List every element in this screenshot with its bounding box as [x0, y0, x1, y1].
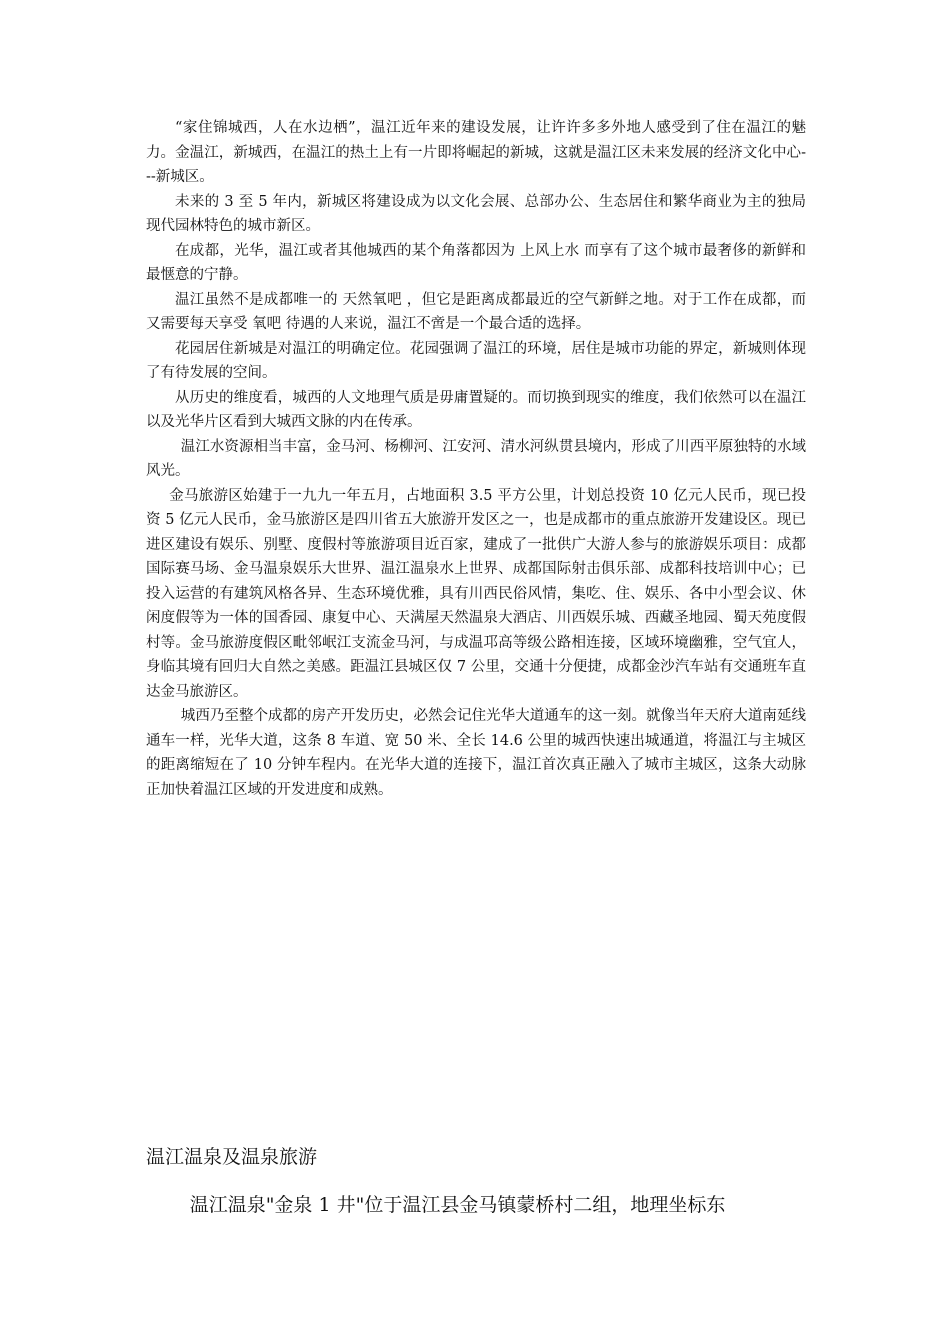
section-heading: 温江温泉及温泉旅游 [146, 1146, 318, 1168]
paragraph-guanghua-avenue: 城西乃至整个成都的房产开发历史，必然会记住光华大道通车的这一刻。就像当年天府大道南延线通车一样，光华大道，这条 8 车道、宽 50 米、全长 14.6 公里的城西快速出城通道，将温江与主城区的距离缩短在了 10 分钟车程内。在光华大道的连接下，温江首次真正融入了城市主城区，这条大动脉正加快着温江区域的开发进度和成熟。 [146, 708, 806, 798]
paragraph-garden-city: 花园居住新城是对温江的明确定位。花园强调了温江的环境，居住是城市功能的界定，新城则体现了有待发展的空间。 [146, 340, 806, 381]
paragraph-water-resources: 温江水资源相当丰富，金马河、杨柳河、江安河、清水河纵贯县境内，形成了川西平原独特的水域风光。 [146, 438, 806, 479]
paragraph-new-district-plan: 未来的 3 至 5 年内，新城区将建设成为以文化会展、总部办公、生态居住和繁华商业为主的独局现代园林特色的城市新区。 [146, 193, 806, 234]
paragraph-oxygen-bar: 温江虽然不是成都唯一的 天然氧吧 ，但它是距离成都最近的空气新鲜之地。对于工作在成都，而又需要每天享受 氧吧 待遇的人来说，温江不啻是一个最合适的选择。 [146, 291, 806, 332]
paragraph-jinma-tourism: 金马旅游区始建于一九九一年五月，占地面积 3.5 平方公里，计划总投资 10 亿元人民币，现已投资 5 亿元人民币，金马旅游区是四川省五大旅游开发区之一，也是成都市的重点旅游开发建设区。现已进区建设有娱乐、别墅、度假村等旅游项目近百家，建成了一批供广大游人参与的旅游娱乐项目：成都国际赛马场、金马温泉娱乐大世界、温江温泉水上世界、成都国际射击俱乐部、成都科技培训中心；已投入运营的有建筑风格各异、生态环境优雅，具有川西民俗风情，集吃、住、娱乐、各中小型会议、休闲度假等为一体的国香园、康复中心、天满屋天然温泉大酒店、川西娱乐城、西藏圣地园、蜀天苑度假村等。金马旅游度假区毗邻岷江支流金马河，与成温邛高等级公路相连接，区域环境幽雅，空气宜人，身临其境有回归大自然之美感。距温江县城区仅 7 公里，交通十分便捷，成都金沙汽车站有交通班车直达金马旅游区。 [146, 487, 806, 700]
paragraph-intro: “家住锦城西，人在水边栖”，温江近年来的建设发展，让许许多多外地人感受到了住在温江的魅力。金温江，新城西，在温江的热土上有一片即将崛起的新城，这就是温江区未来发展的经济文化中心---新城区。 [146, 120, 806, 185]
paragraph-history: 从历史的维度看，城西的人文地理气质是毋庸置疑的。而切换到现实的维度，我们依然可以在温江以及光华片区看到大城西文脉的内在传承。 [146, 389, 806, 430]
section-first-line: 温江温泉"金泉 1 井"位于温江县金马镇蒙桥村二组，地理坐标东 [189, 1194, 726, 1216]
body-text [146, 116, 806, 802]
paragraph-chengdu-west: 在成都，光华，温江或者其他城西的某个角落都因为 上风上水 而享有了这个城市最奢侈的新鲜和最惬意的宁静。 [146, 242, 806, 283]
